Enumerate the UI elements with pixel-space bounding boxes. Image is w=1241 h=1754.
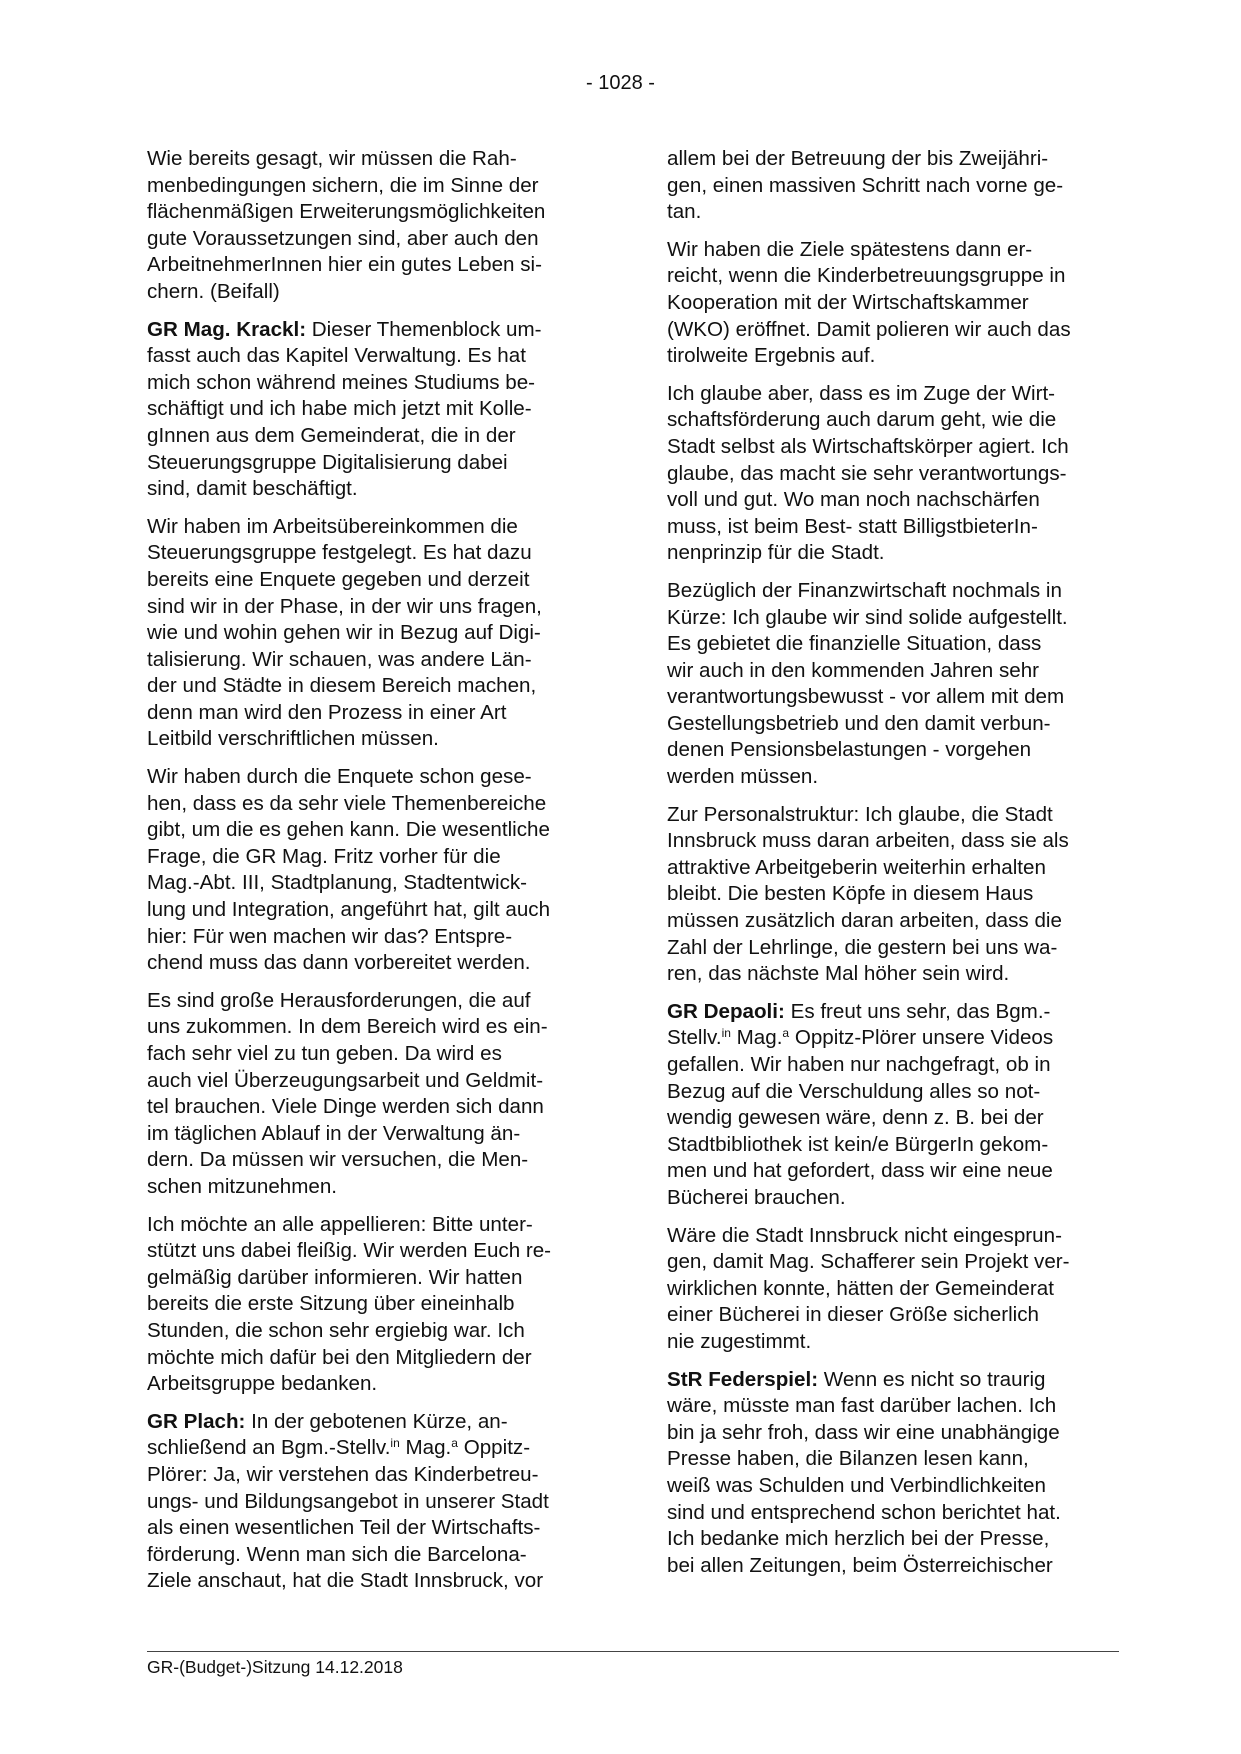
paragraph xyxy=(667,1367,1119,1580)
paragraph: Ich glaube aber, dass es im Zuge der Wirt- schaftsförderung auch darum geht, wie die Stadt selbst als Wirtschaftskörper agiert. Ich glaube, das macht sie sehr verantwortungs- voll und gut. Wo man noch nachschärfen muss, ist beim Best- statt BilligstbieterIn- nenprinzip für die Stadt. xyxy=(667,381,1069,565)
paragraph: Es sind große Herausforderungen, die auf uns zukommen. In dem Bereich wird es ein- fach sehr viel zu tun geben. Da wird es auch viel Überzeugungsarbeit und Geldmit- tel brauchen. Viele Dinge werden sich dann im täglichen Ablauf in der Verwaltung än- dern. Da müssen wir versuchen, die Men- schen mitzunehmen. xyxy=(147,988,548,1198)
superscript: in xyxy=(390,1436,400,1451)
paragraph: Wäre die Stadt Innsbruck nicht eingesprun- gen, damit Mag. Schafferer sein Projekt ver- wirklichen konnte, hätten der Gemeinderat einer Bücherei in dieser Größe sicherlich nie zugestimmt. xyxy=(667,1223,1070,1353)
paragraph: Wir haben im Arbeitsübereinkommen die Steuerungsgruppe festgelegt. Es hat dazu bereits eine Enquete gegeben und derzeit sind wir in der Phase, in der wir uns fragen, wie und wohin gehen wir in Bezug auf Digi- talisierung. Wir schauen, was andere Län- der und Städte in diesem Bereich machen, denn man wird den Prozess in einer Art Leitbild verschriftlichen müssen. xyxy=(147,514,542,751)
paragraph-text: In der gebotenen Kürze, an- schließend an Bgm.-Stellv. xyxy=(147,1409,508,1460)
paragraph: Wie bereits gesagt, wir müssen die Rah- menbedingungen sichern, die im Sinne der flächenmäßigen Erweiterungsmöglichkeiten gute Voraussetzungen sind, aber auch den ArbeitnehmerInnen hier ein gutes Leben si- chern. (Beifall) xyxy=(147,147,546,303)
paragraph-text: Oppitz-Plörer unsere Videos gefallen. Wir haben nur nachgefragt, ob in Bezug auf die Verschuldung alles so not- wendig gewesen wäre, denn z. B. bei der Stadtbibliothek ist kein/e BürgerIn gekom- men und hat gefordert, dass wir eine neue Bücherei brauchen. xyxy=(667,1026,1054,1209)
paragraph-text: Dieser Themenblock um- fasst auch das Kapitel Verwaltung. Es hat mich schon während meines Studiums be- schäftigt und ich habe mich jetzt mit Kolle- gInnen aus dem Gemeinderat, die in der Steuerungsgruppe Digitalisierung dabei sind, damit beschäftigt. xyxy=(147,317,542,501)
paragraph: Wir haben durch die Enquete schon gese- hen, dass es da sehr viele Themenbereiche gibt, um die es gehen kann. Die wesentliche Frage, die GR Mag. Fritz vorher für die Mag.-Abt. III, Stadtplanung, Stadtentwick- lung und Integration, angeführt hat, gilt auch hier: Für wen machen wir das? Entspre- chend muss das dann vorbereitet werden. xyxy=(147,765,551,975)
paragraph-text: Es freut uns sehr, das Bgm.- Stellv. xyxy=(667,999,1051,1050)
paragraph: Wir haben die Ziele spätestens dann er- reicht, wenn die Kinderbetreuungsgruppe in Kooperation mit der Wirtschaftskammer (WKO) eröffnet. Damit polieren wir auch das tirolweite Ergebnis auf. xyxy=(667,237,1071,368)
superscript: a xyxy=(451,1436,458,1451)
paragraph: Ich möchte an alle appellieren: Bitte unter- stützt uns dabei fleißig. Wir werden Euch re- gelmäßig darüber informieren. Wir hatten bereits die erste Sitzung über eineinhalb Stunden, die schon sehr ergiebig war. Ich möchte mich dafür bei den Mitgliedern der Arbeitsgruppe bedanken. xyxy=(147,1212,552,1396)
paragraph xyxy=(667,999,1119,1212)
speaker-name: GR Mag. Krackl: xyxy=(147,317,307,341)
paragraph-text: Mag. xyxy=(730,1026,783,1050)
paragraph xyxy=(147,317,597,503)
superscript: a xyxy=(782,1026,790,1041)
page-number: - 1028 - xyxy=(586,72,655,94)
paragraph: allem bei der Betreuung der bis Zweijähri- gen, einen massiven Schritt nach vorne ge- tan. xyxy=(667,147,1064,224)
footer-divider xyxy=(147,1651,1119,1652)
paragraph: Zur Personalstruktur: Ich glaube, die Stadt Innsbruck muss daran arbeiten, dass sie als attraktive Arbeitgeberin weiterhin erhalten bleibt. Die besten Köpfe in diesem Haus müssen zusätzlich daran arbeiten, dass die Zahl der Lehrlinge, die gestern bei uns wa- ren, das nächste Mal höher sein wird. xyxy=(667,802,1069,986)
paragraph xyxy=(147,1409,597,1595)
superscript: in xyxy=(721,1026,731,1041)
speaker-name: GR Plach: xyxy=(147,1409,246,1433)
footer-text: GR-(Budget-)Sitzung 14.12.2018 xyxy=(147,1657,403,1677)
right-column xyxy=(667,146,1119,1590)
paragraph-text: Wenn es nicht so traurig wäre, müsste man fast darüber lachen. Ich bin ja sehr froh, dass wir eine unabhängige Presse haben, die Bilanzen lesen kann, weiß was Schulden und Verbindlichkeiten sind und entsprechend schon berichtet hat. Ich bedanke mich herzlich bei der Presse, bei allen Zeitungen, beim Österreichischer xyxy=(667,1367,1061,1577)
paragraph-text: Mag. xyxy=(399,1436,452,1460)
left-column xyxy=(147,146,597,1606)
paragraph: Bezüglich der Finanzwirtschaft nochmals in Kürze: Ich glaube wir sind solide aufgestellt. Es gebietet die finanzielle Situation, dass wir auch in den kommenden Jahren sehr verantwortungsbewusst - vor allem mit dem Gestellungsbetrieb und den damit verbun- denen Pensionsbelastungen - vorgehen werden müssen. xyxy=(667,578,1068,789)
speaker-name: GR Depaoli: xyxy=(667,999,785,1023)
paragraph-text: Oppitz- Plörer: Ja, wir verstehen das Kinderbetreu- ungs- und Bildungsangebot in unserer Stadt als einen wesentlichen Teil der Wirtschafts- förderung. Wenn man sich die Barcelona- Ziele anschaut, hat die Stadt Innsbruck, vor xyxy=(147,1436,549,1593)
speaker-name: StR Federspiel: xyxy=(667,1367,819,1391)
